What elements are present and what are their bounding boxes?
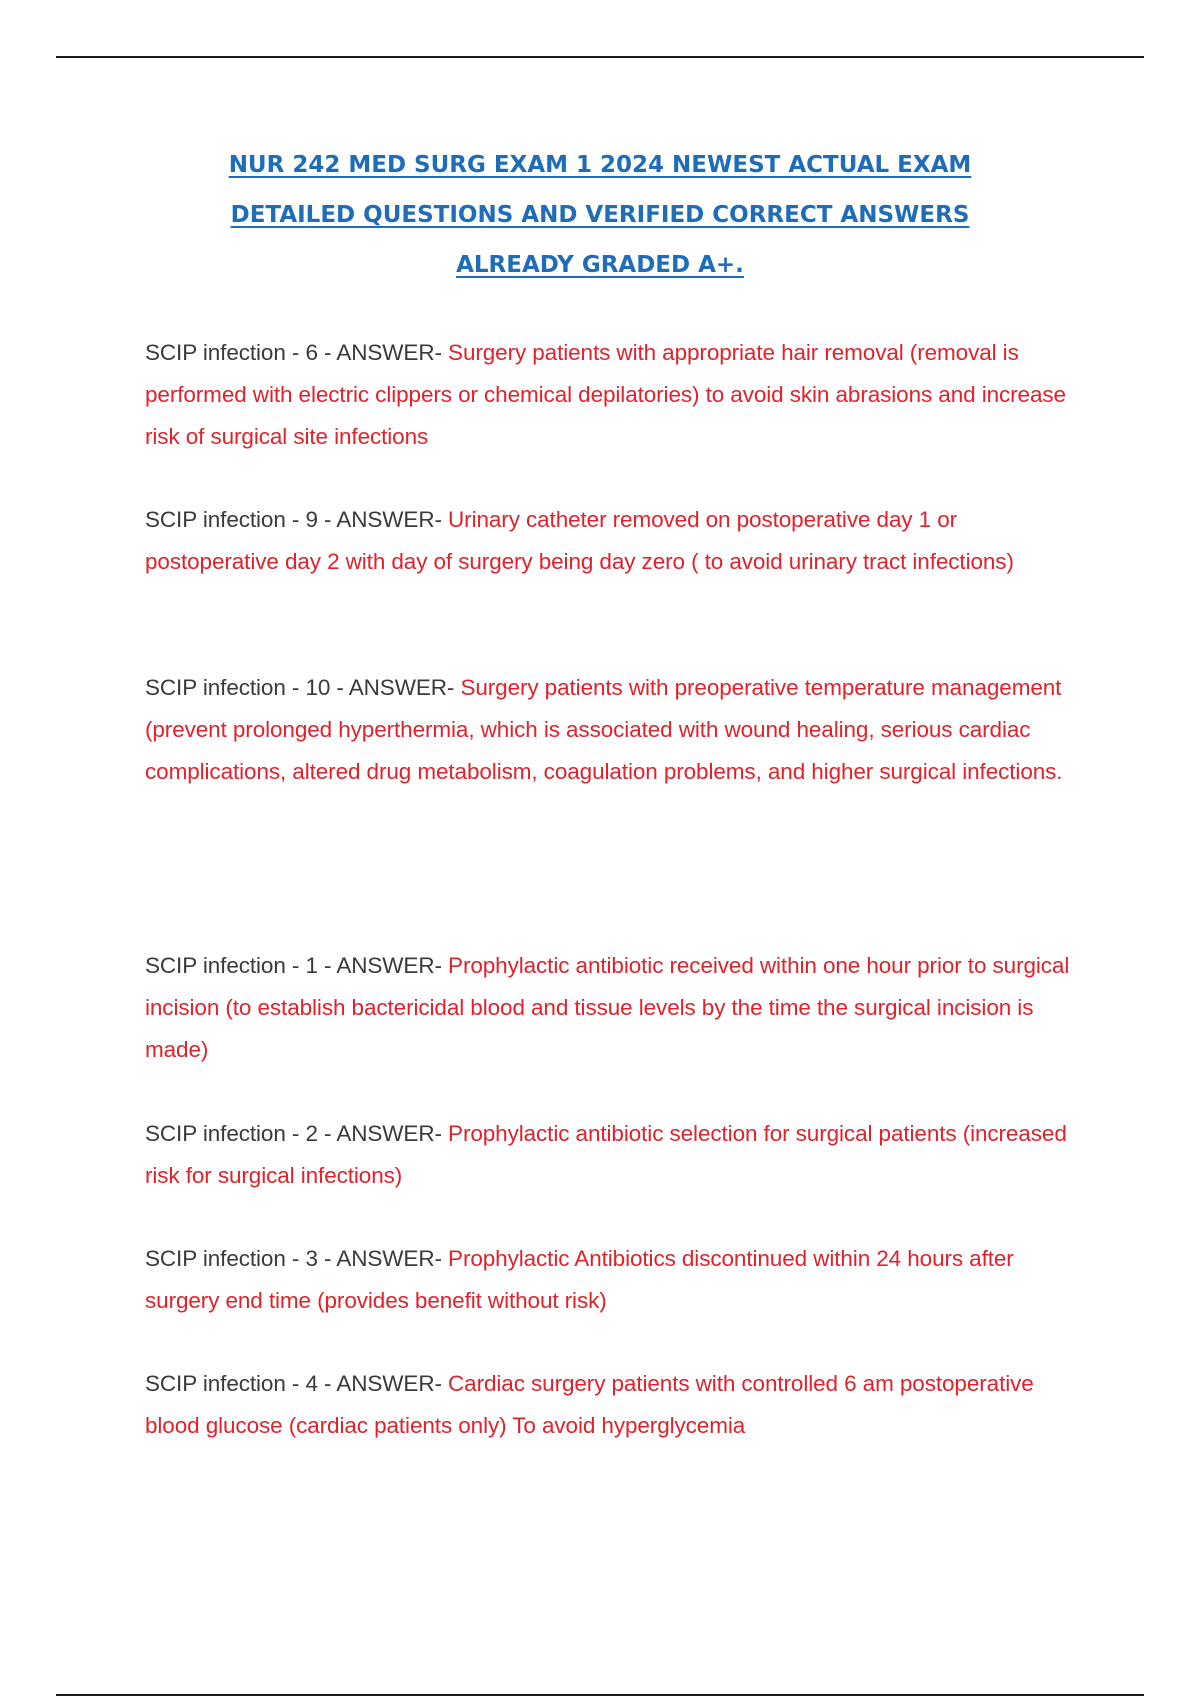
top-divider [56,56,1144,58]
title-line-1: NUR 242 MED SURG EXAM 1 2024 NEWEST ACTUAL EXAM [228,152,972,178]
qa-item [145,332,1090,458]
document-title [100,140,1100,290]
title-line-2: DETAILED QUESTIONS AND VERIFIED CORRECT ANSWERS [230,202,970,228]
answer-text: Cardiac surgery patients with controlled 6 am postoperative blood glucose (cardiac patients only) To avoid hyperglycemia [145,1371,1034,1438]
qa-item [145,667,1090,793]
question-label: SCIP infection - 4 - ANSWER- [145,1371,449,1396]
question-label: SCIP infection - 3 - ANSWER- [145,1246,449,1271]
qa-item [145,1113,1090,1197]
qa-item [145,945,1090,1071]
question-label: SCIP infection - 9 - ANSWER- [145,507,449,532]
question-label: SCIP infection - 10 - ANSWER- [145,675,461,700]
answer-text: Prophylactic antibiotic received within one hour prior to surgical incision (to establish bactericidal blood and tissue levels by the time the surgical incision is made) [145,953,1070,1062]
bottom-divider [56,1694,1144,1696]
answer-text: Prophylactic Antibiotics discontinued within 24 hours after surgery end time (provides benefit without risk) [145,1246,1014,1313]
answer-text: Surgery patients with preoperative temperature management (prevent prolonged hyperthermia, which is associated with wound healing, serious cardiac complications, altered drug metabolism, coagulation problems, and higher surgical infections. [145,675,1063,784]
qa-item [145,1363,1090,1447]
title-line-3: ALREADY GRADED A+. [456,252,744,278]
answer-text: Surgery patients with appropriate hair removal (removal is performed with electric clippers or chemical depilatories) to avoid skin abrasions and increase risk of surgical site infections [145,340,1066,449]
qa-item [145,499,1090,583]
question-label: SCIP infection - 1 - ANSWER- [145,953,449,978]
question-label: SCIP infection - 6 - ANSWER- [145,340,449,365]
answer-text: Urinary catheter removed on postoperative day 1 or postoperative day 2 with day of surgery being day zero ( to avoid urinary tract infections) [145,507,1014,574]
qa-item [145,1238,1090,1322]
question-label: SCIP infection - 2 - ANSWER- [145,1121,449,1146]
answer-text: Prophylactic antibiotic selection for surgical patients (increased risk for surgical infections) [145,1121,1067,1188]
